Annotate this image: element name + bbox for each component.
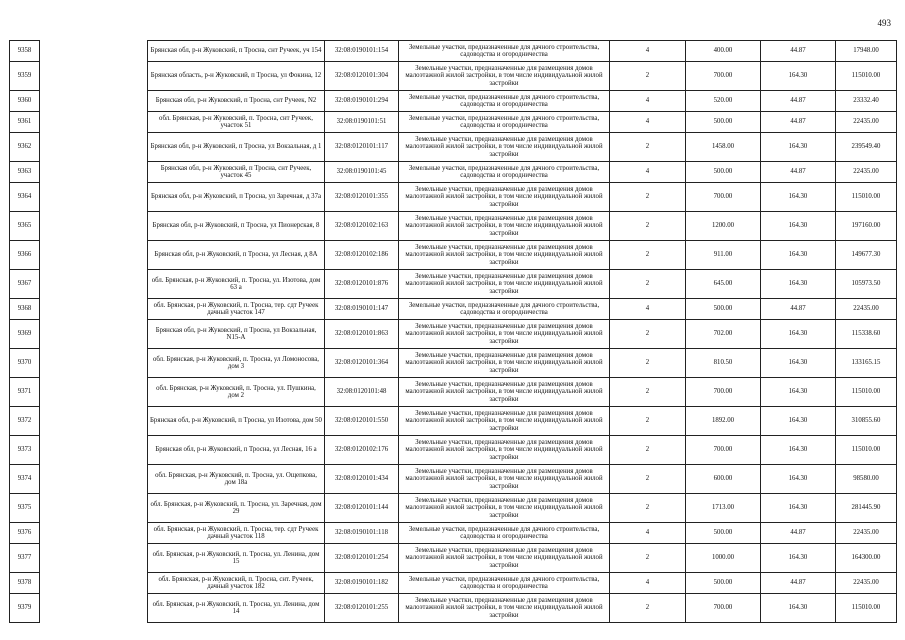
spacer-cell (40, 573, 148, 594)
cell-rate: 164.30 (761, 378, 836, 407)
cell-addr: обл. Брянская, р-н Жуковский, п. Тросна, тер. сдт Ручеек дачный участок 118 (148, 523, 325, 544)
cell-area: 500.00 (686, 162, 761, 183)
cell-area: 500.00 (686, 112, 761, 133)
cell-rate: 164.30 (761, 349, 836, 378)
cell-use: Земельные участки, предназначенные для размещения домов малоэтажной жилой застройки, в том числе индивидуальной жилой застройки (399, 241, 610, 270)
table-row (10, 494, 897, 523)
cell-value: 22435.00 (836, 112, 897, 133)
spacer-cell (40, 407, 148, 436)
cell-addr: обл. Брянская, р-н Жуковский, п. Тросна, ул Ломоносова, дом 3 (148, 349, 325, 378)
cell-num: 9375 (10, 494, 40, 523)
cell-value: 164300.00 (836, 544, 897, 573)
cell-value: 22435.00 (836, 523, 897, 544)
table-row (10, 378, 897, 407)
cell-group: 2 (610, 241, 686, 270)
cell-addr: обл. Брянская, р-н Жуковский, п. Тросна, снт. Ручеек, дачный участок 182 (148, 573, 325, 594)
cell-group: 4 (610, 299, 686, 320)
table-row (10, 62, 897, 91)
spacer-cell (40, 544, 148, 573)
cell-area: 520.00 (686, 91, 761, 112)
cell-area: 1713.00 (686, 494, 761, 523)
cell-value: 115010.00 (836, 183, 897, 212)
cell-num: 9378 (10, 573, 40, 594)
table-row (10, 320, 897, 349)
cell-value: 281445.90 (836, 494, 897, 523)
cell-addr: обл. Брянская, р-н Жуковский, п. Тросна, тер. сдт Ручеек дачный участок 147 (148, 299, 325, 320)
table-row (10, 465, 897, 494)
spacer-cell (40, 349, 148, 378)
cell-area: 1458.00 (686, 133, 761, 162)
spacer-cell (40, 241, 148, 270)
cell-group: 2 (610, 494, 686, 523)
cell-num: 9370 (10, 349, 40, 378)
cell-use: Земельные участки, предназначенные для размещения домов малоэтажной жилой застройки, в том числе индивидуальной жилой застройки (399, 594, 610, 623)
cell-addr: Брянская обл, р-н Жуковский, п Тросна, ул Пионерская, 8 (148, 212, 325, 241)
cell-addr: Брянская область, р-н Жуковский, п Тросна, ул Фокина, 12 (148, 62, 325, 91)
cell-num: 9373 (10, 436, 40, 465)
cell-rate: 164.30 (761, 465, 836, 494)
cell-cad: 32:08:0120101:863 (325, 320, 399, 349)
cell-cad: 32:08:0120101:355 (325, 183, 399, 212)
cell-area: 1200.00 (686, 212, 761, 241)
cell-num: 9368 (10, 299, 40, 320)
cell-group: 2 (610, 183, 686, 212)
cell-use: Земельные участки, предназначенные для размещения домов малоэтажной жилой застройки, в том числе индивидуальной жилой застройки (399, 133, 610, 162)
cell-rate: 164.30 (761, 183, 836, 212)
cell-group: 4 (610, 573, 686, 594)
spacer-cell (40, 183, 148, 212)
cell-num: 9372 (10, 407, 40, 436)
cell-rate: 164.30 (761, 133, 836, 162)
cell-cad: 32:08:0120101:876 (325, 270, 399, 299)
cell-area: 1892.00 (686, 407, 761, 436)
cell-value: 22435.00 (836, 573, 897, 594)
spacer-cell (40, 91, 148, 112)
table-row (10, 407, 897, 436)
cell-cad: 32:08:0120101:364 (325, 349, 399, 378)
cell-addr: обл. Брянская, р-н Жуковский, п. Тросна, ул. Ленина, дом 15 (148, 544, 325, 573)
cell-use: Земельные участки, предназначенные для размещения домов малоэтажной жилой застройки, в том числе индивидуальной жилой застройки (399, 349, 610, 378)
cell-area: 702.00 (686, 320, 761, 349)
cell-addr: обл. Брянская, р-н Жуковский, п. Тросна, ул. Ощепкова, дом 18а (148, 465, 325, 494)
cell-area: 600.00 (686, 465, 761, 494)
table-row (10, 133, 897, 162)
table-row (10, 112, 897, 133)
cell-area: 1000.00 (686, 544, 761, 573)
cell-cad: 32:08:0120102:163 (325, 212, 399, 241)
spacer-cell (40, 378, 148, 407)
cell-area: 500.00 (686, 573, 761, 594)
spacer-cell (40, 523, 148, 544)
cell-use: Земельные участки, предназначенные для размещения домов малоэтажной жилой застройки, в том числе индивидуальной жилой застройки (399, 544, 610, 573)
cell-area: 700.00 (686, 183, 761, 212)
cell-num: 9365 (10, 212, 40, 241)
cell-group: 2 (610, 133, 686, 162)
table-row (10, 573, 897, 594)
cell-group: 2 (610, 594, 686, 623)
cell-cad: 32:08:0190101:294 (325, 91, 399, 112)
cell-group: 2 (610, 349, 686, 378)
cell-value: 17948.00 (836, 41, 897, 62)
cell-value: 23332.40 (836, 91, 897, 112)
table-row (10, 523, 897, 544)
cell-group: 4 (610, 523, 686, 544)
cell-area: 700.00 (686, 62, 761, 91)
cell-value: 115010.00 (836, 436, 897, 465)
cell-value: 310855.60 (836, 407, 897, 436)
cell-cad: 32:08:0120102:176 (325, 436, 399, 465)
cell-group: 2 (610, 320, 686, 349)
cell-value: 105973.50 (836, 270, 897, 299)
cell-num: 9371 (10, 378, 40, 407)
cell-value: 98580.00 (836, 465, 897, 494)
spacer-cell (40, 162, 148, 183)
cell-cad: 32:08:0190101:45 (325, 162, 399, 183)
spacer-cell (40, 320, 148, 349)
cell-area: 700.00 (686, 594, 761, 623)
cell-rate: 44.87 (761, 573, 836, 594)
table-row (10, 299, 897, 320)
cell-addr: Брянская обл, р-н Жуковский, п Тросна, ул Лесная, 16 а (148, 436, 325, 465)
cell-value: 115010.00 (836, 62, 897, 91)
cell-area: 500.00 (686, 299, 761, 320)
cell-area: 700.00 (686, 378, 761, 407)
cell-use: Земельные участки, предназначенные для размещения домов малоэтажной жилой застройки, в том числе индивидуальной жилой застройки (399, 436, 610, 465)
cell-rate: 44.87 (761, 91, 836, 112)
spacer-cell (40, 62, 148, 91)
cell-group: 2 (610, 544, 686, 573)
cell-addr: Брянская обл, р-н Жуковский, п Тросна, ул Вокзальная, N15-А (148, 320, 325, 349)
cell-rate: 44.87 (761, 523, 836, 544)
cell-group: 4 (610, 112, 686, 133)
cell-value: 22435.00 (836, 162, 897, 183)
cell-cad: 32:08:0190101:51 (325, 112, 399, 133)
table-body (10, 41, 897, 623)
cell-num: 9367 (10, 270, 40, 299)
cell-value: 239549.40 (836, 133, 897, 162)
cell-cad: 32:08:0120101:254 (325, 544, 399, 573)
cell-value: 22435.00 (836, 299, 897, 320)
cell-area: 911.00 (686, 241, 761, 270)
cell-use: Земельные участки, предназначенные для размещения домов малоэтажной жилой застройки, в том числе индивидуальной жилой застройки (399, 270, 610, 299)
cell-addr: Брянская обл, р-н Жуковский, п Тросна, ул Лесная, д 8А (148, 241, 325, 270)
cell-value: 133165.15 (836, 349, 897, 378)
cell-addr: обл. Брянская, р-н Жуковский, п. Тросна, снт Ручеек, участок 51 (148, 112, 325, 133)
cell-cad: 32:08:0120102:186 (325, 241, 399, 270)
spacer-cell (40, 594, 148, 623)
cell-num: 9358 (10, 41, 40, 62)
cell-rate: 164.30 (761, 241, 836, 270)
cell-group: 4 (610, 91, 686, 112)
spacer-cell (40, 112, 148, 133)
cell-group: 4 (610, 41, 686, 62)
cell-group: 2 (610, 465, 686, 494)
table-row (10, 41, 897, 62)
cell-group: 2 (610, 436, 686, 465)
spacer-cell (40, 465, 148, 494)
cell-rate: 164.30 (761, 270, 836, 299)
table-row (10, 349, 897, 378)
cell-cad: 32:08:0190101:118 (325, 523, 399, 544)
cell-rate: 164.30 (761, 436, 836, 465)
spacer-cell (40, 212, 148, 241)
cell-addr: обл. Брянская, р-н Жуковский, п. Тросна, ул. Заречная, дом 29 (148, 494, 325, 523)
spacer-cell (40, 133, 148, 162)
cell-rate: 164.30 (761, 594, 836, 623)
cell-use: Земельные участки, предназначенные для дачного строительства, садоводства и огородничества (399, 41, 610, 62)
cell-num: 9360 (10, 91, 40, 112)
cell-rate: 44.87 (761, 299, 836, 320)
cell-num: 9374 (10, 465, 40, 494)
cell-num: 9363 (10, 162, 40, 183)
page-number: 493 (877, 18, 891, 28)
table-row (10, 544, 897, 573)
cell-group: 2 (610, 378, 686, 407)
cell-addr: обл. Брянская, р-н Жуковский, п. Тросна, ул. Ленина, дом 14 (148, 594, 325, 623)
cell-rate: 164.30 (761, 62, 836, 91)
spacer-cell (40, 299, 148, 320)
cell-use: Земельные участки, предназначенные для размещения домов малоэтажной жилой застройки, в том числе индивидуальной жилой застройки (399, 465, 610, 494)
cell-addr: Брянская обл, р-н Жуковский, п Тросна, ул Вокзальная, д 1 (148, 133, 325, 162)
cell-group: 2 (610, 212, 686, 241)
cell-num: 9376 (10, 523, 40, 544)
table-row (10, 212, 897, 241)
cell-addr: Брянская обл, р-н Жуковский, п Тросна, снт Ручеек, участок 45 (148, 162, 325, 183)
cell-use: Земельные участки, предназначенные для размещения домов малоэтажной жилой застройки, в том числе индивидуальной жилой застройки (399, 320, 610, 349)
cell-rate: 44.87 (761, 41, 836, 62)
table-row (10, 241, 897, 270)
spacer-cell (40, 270, 148, 299)
cell-rate: 164.30 (761, 544, 836, 573)
cell-num: 9369 (10, 320, 40, 349)
cell-cad: 32:08:0120101:144 (325, 494, 399, 523)
cell-area: 645.00 (686, 270, 761, 299)
cell-cad: 32:08:0120101:304 (325, 62, 399, 91)
cell-use: Земельные участки, предназначенные для размещения домов малоэтажной жилой застройки, в том числе индивидуальной жилой застройки (399, 407, 610, 436)
cell-group: 2 (610, 62, 686, 91)
table-row (10, 91, 897, 112)
cell-use: Земельные участки, предназначенные для дачного строительства, садоводства и огородничества (399, 91, 610, 112)
cell-cad: 32:08:0120101:48 (325, 378, 399, 407)
cadastral-table-wrapper (9, 40, 897, 623)
cell-num: 9379 (10, 594, 40, 623)
cell-use: Земельные участки, предназначенные для дачного строительства, садоводства и огородничества (399, 112, 610, 133)
cell-addr: Брянская обл, р-н Жуковский, п Тросна, снт Ручеек, уч 154 (148, 41, 325, 62)
cell-num: 9366 (10, 241, 40, 270)
cell-use: Земельные участки, предназначенные для дачного строительства, садоводства и огородничества (399, 299, 610, 320)
cell-addr: Брянская обл, р-н Жуковский, п Тросна, снт Ручеек, N2 (148, 91, 325, 112)
cell-rate: 44.87 (761, 112, 836, 133)
cell-cad: 32:08:0120101:255 (325, 594, 399, 623)
spacer-cell (40, 494, 148, 523)
cell-value: 115010.00 (836, 594, 897, 623)
cell-addr: обл. Брянская, р-н Жуковский, п. Тросна, ул. Пушкина, дом 2 (148, 378, 325, 407)
cell-addr: Брянская обл, р-н Жуковский, п Тросна, ул Заречная, д 37а (148, 183, 325, 212)
cell-cad: 32:08:0120101:434 (325, 465, 399, 494)
cell-addr: Брянская обл, р-н Жуковский, п Тросна, ул Изотова, дом 50 (148, 407, 325, 436)
cell-num: 9361 (10, 112, 40, 133)
table-row (10, 594, 897, 623)
cell-rate: 164.30 (761, 494, 836, 523)
table-row (10, 436, 897, 465)
cell-value: 115010.00 (836, 378, 897, 407)
cell-group: 2 (610, 270, 686, 299)
cell-rate: 164.30 (761, 212, 836, 241)
cell-use: Земельные участки, предназначенные для дачного строительства, садоводства и огородничества (399, 162, 610, 183)
spacer-cell (40, 41, 148, 62)
cell-area: 500.00 (686, 523, 761, 544)
cell-cad: 32:08:0190101:182 (325, 573, 399, 594)
cell-use: Земельные участки, предназначенные для размещения домов малоэтажной жилой застройки, в том числе индивидуальной жилой застройки (399, 494, 610, 523)
cell-use: Земельные участки, предназначенные для дачного строительства, садоводства и огородничества (399, 573, 610, 594)
table-row (10, 183, 897, 212)
cell-area: 400.00 (686, 41, 761, 62)
cell-cad: 32:08:0120101:550 (325, 407, 399, 436)
cell-use: Земельные участки, предназначенные для размещения домов малоэтажной жилой застройки, в том числе индивидуальной жилой застройки (399, 183, 610, 212)
cell-area: 700.00 (686, 436, 761, 465)
cell-cad: 32:08:0120101:117 (325, 133, 399, 162)
cell-area: 810.50 (686, 349, 761, 378)
cell-num: 9359 (10, 62, 40, 91)
cell-rate: 44.87 (761, 162, 836, 183)
cell-num: 9364 (10, 183, 40, 212)
cell-use: Земельные участки, предназначенные для размещения домов малоэтажной жилой застройки, в том числе индивидуальной жилой застройки (399, 62, 610, 91)
cadastral-table (9, 40, 897, 623)
cell-num: 9377 (10, 544, 40, 573)
cell-use: Земельные участки, предназначенные для дачного строительства, садоводства и огородничества (399, 523, 610, 544)
cell-addr: обл. Брянская, р-н Жуковский, п. Тросна, ул. Изотова, дом 63 а (148, 270, 325, 299)
cell-num: 9362 (10, 133, 40, 162)
cell-cad: 32:08:0190101:147 (325, 299, 399, 320)
cell-group: 2 (610, 407, 686, 436)
cell-cad: 32:08:0190101:154 (325, 41, 399, 62)
cell-value: 115338.60 (836, 320, 897, 349)
cell-rate: 164.30 (761, 407, 836, 436)
cell-value: 197160.00 (836, 212, 897, 241)
cell-group: 4 (610, 162, 686, 183)
cell-use: Земельные участки, предназначенные для размещения домов малоэтажной жилой застройки, в том числе индивидуальной жилой застройки (399, 378, 610, 407)
spacer-cell (40, 436, 148, 465)
cell-value: 149677.30 (836, 241, 897, 270)
cell-use: Земельные участки, предназначенные для размещения домов малоэтажной жилой застройки, в том числе индивидуальной жилой застройки (399, 212, 610, 241)
table-row (10, 162, 897, 183)
table-row (10, 270, 897, 299)
cell-rate: 164.30 (761, 320, 836, 349)
